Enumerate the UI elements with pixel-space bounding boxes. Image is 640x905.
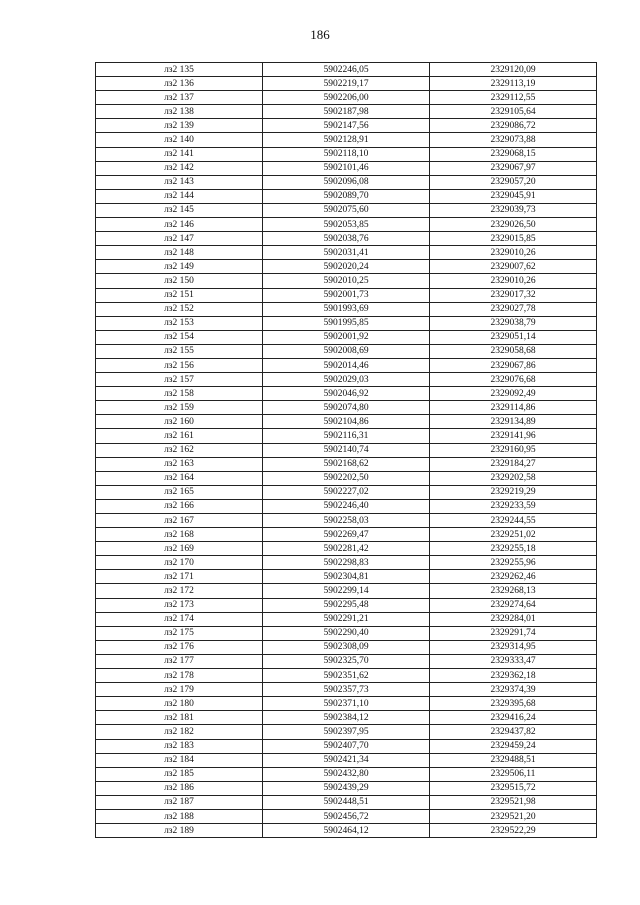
x-coordinate-cell: 5902101,46 (263, 161, 430, 175)
x-coordinate-cell: 5902308,09 (263, 640, 430, 654)
y-coordinate-cell: 2329374,39 (430, 683, 597, 697)
x-coordinate-cell: 5902104,86 (263, 415, 430, 429)
table-row (96, 218, 597, 232)
y-coordinate-cell: 2329010,26 (430, 246, 597, 260)
y-coordinate-cell: 2329488,51 (430, 753, 597, 767)
y-coordinate-cell: 2329113,19 (430, 77, 597, 91)
table-row (96, 401, 597, 415)
x-coordinate-cell: 5902020,24 (263, 260, 430, 274)
point-id-cell: лз2 182 (96, 725, 263, 739)
x-coordinate-cell: 5902008,69 (263, 344, 430, 358)
y-coordinate-cell: 2329026,50 (430, 218, 597, 232)
point-id-cell: лз2 142 (96, 161, 263, 175)
y-coordinate-cell: 2329051,14 (430, 330, 597, 344)
point-id-cell: лз2 173 (96, 598, 263, 612)
y-coordinate-cell: 2329262,46 (430, 570, 597, 584)
point-id-cell: лз2 180 (96, 697, 263, 711)
table-row (96, 443, 597, 457)
x-coordinate-cell: 5902421,34 (263, 753, 430, 767)
x-coordinate-cell: 5902456,72 (263, 809, 430, 823)
table-row (96, 344, 597, 358)
y-coordinate-cell: 2329219,29 (430, 485, 597, 499)
table-row (96, 570, 597, 584)
table-row (96, 77, 597, 91)
table-row (96, 499, 597, 513)
x-coordinate-cell: 5902140,74 (263, 443, 430, 457)
point-id-cell: лз2 147 (96, 232, 263, 246)
point-id-cell: лз2 140 (96, 133, 263, 147)
x-coordinate-cell: 5902116,31 (263, 429, 430, 443)
y-coordinate-cell: 2329255,96 (430, 556, 597, 570)
y-coordinate-cell: 2329141,96 (430, 429, 597, 443)
x-coordinate-cell: 5902010,25 (263, 274, 430, 288)
point-id-cell: лз2 156 (96, 358, 263, 372)
point-id-cell: лз2 164 (96, 471, 263, 485)
table-row (96, 203, 597, 217)
y-coordinate-cell: 2329112,55 (430, 91, 597, 105)
table-row (96, 824, 597, 838)
point-id-cell: лз2 179 (96, 683, 263, 697)
y-coordinate-cell: 2329459,24 (430, 739, 597, 753)
y-coordinate-cell: 2329017,32 (430, 288, 597, 302)
point-id-cell: лз2 166 (96, 499, 263, 513)
x-coordinate-cell: 5902074,80 (263, 401, 430, 415)
point-id-cell: лз2 188 (96, 809, 263, 823)
x-coordinate-cell: 5902397,95 (263, 725, 430, 739)
x-coordinate-cell: 5902295,48 (263, 598, 430, 612)
table-row (96, 302, 597, 316)
y-coordinate-cell: 2329067,97 (430, 161, 597, 175)
x-coordinate-cell: 5902089,70 (263, 189, 430, 203)
table-row (96, 63, 597, 77)
y-coordinate-cell: 2329067,86 (430, 358, 597, 372)
point-id-cell: лз2 135 (96, 63, 263, 77)
point-id-cell: лз2 150 (96, 274, 263, 288)
point-id-cell: лз2 149 (96, 260, 263, 274)
table-row (96, 133, 597, 147)
table-row (96, 781, 597, 795)
y-coordinate-cell: 2329506,11 (430, 767, 597, 781)
y-coordinate-cell: 2329437,82 (430, 725, 597, 739)
x-coordinate-cell: 5902075,60 (263, 203, 430, 217)
y-coordinate-cell: 2329333,47 (430, 654, 597, 668)
y-coordinate-cell: 2329058,68 (430, 344, 597, 358)
table-row (96, 669, 597, 683)
y-coordinate-cell: 2329015,85 (430, 232, 597, 246)
x-coordinate-cell: 5902325,70 (263, 654, 430, 668)
table-row (96, 683, 597, 697)
x-coordinate-cell: 5902448,51 (263, 795, 430, 809)
y-coordinate-cell: 2329160,95 (430, 443, 597, 457)
point-id-cell: лз2 174 (96, 612, 263, 626)
point-id-cell: лз2 157 (96, 373, 263, 387)
table-row (96, 542, 597, 556)
point-id-cell: лз2 186 (96, 781, 263, 795)
table-row (96, 260, 597, 274)
point-id-cell: лз2 170 (96, 556, 263, 570)
table-row (96, 246, 597, 260)
table-row (96, 753, 597, 767)
table-row (96, 697, 597, 711)
x-coordinate-cell: 5901995,85 (263, 316, 430, 330)
x-coordinate-cell: 5901993,69 (263, 302, 430, 316)
table-row (96, 387, 597, 401)
x-coordinate-cell: 5902281,42 (263, 542, 430, 556)
point-id-cell: лз2 175 (96, 626, 263, 640)
point-id-cell: лз2 176 (96, 640, 263, 654)
point-id-cell: лз2 181 (96, 711, 263, 725)
x-coordinate-cell: 5902384,12 (263, 711, 430, 725)
y-coordinate-cell: 2329515,72 (430, 781, 597, 795)
point-id-cell: лз2 168 (96, 528, 263, 542)
y-coordinate-cell: 2329284,01 (430, 612, 597, 626)
y-coordinate-cell: 2329202,58 (430, 471, 597, 485)
x-coordinate-cell: 5902187,98 (263, 105, 430, 119)
point-id-cell: лз2 155 (96, 344, 263, 358)
x-coordinate-cell: 5902371,10 (263, 697, 430, 711)
table-row (96, 767, 597, 781)
table-row (96, 485, 597, 499)
point-id-cell: лз2 162 (96, 443, 263, 457)
table-row (96, 373, 597, 387)
point-id-cell: лз2 160 (96, 415, 263, 429)
y-coordinate-cell: 2329244,55 (430, 514, 597, 528)
table-row (96, 119, 597, 133)
y-coordinate-cell: 2329073,88 (430, 133, 597, 147)
table-row (96, 471, 597, 485)
point-id-cell: лз2 143 (96, 175, 263, 189)
point-id-cell: лз2 178 (96, 669, 263, 683)
x-coordinate-cell: 5902053,85 (263, 218, 430, 232)
point-id-cell: лз2 152 (96, 302, 263, 316)
point-id-cell: лз2 154 (96, 330, 263, 344)
x-coordinate-cell: 5902299,14 (263, 584, 430, 598)
y-coordinate-cell: 2329314,95 (430, 640, 597, 654)
table-row (96, 626, 597, 640)
point-id-cell: лз2 177 (96, 654, 263, 668)
table-row (96, 640, 597, 654)
y-coordinate-cell: 2329521,98 (430, 795, 597, 809)
y-coordinate-cell: 2329027,78 (430, 302, 597, 316)
y-coordinate-cell: 2329086,72 (430, 119, 597, 133)
x-coordinate-cell: 5902298,83 (263, 556, 430, 570)
y-coordinate-cell: 2329362,18 (430, 669, 597, 683)
table-row (96, 91, 597, 105)
table-row (96, 795, 597, 809)
x-coordinate-cell: 5902258,03 (263, 514, 430, 528)
x-coordinate-cell: 5902206,00 (263, 91, 430, 105)
y-coordinate-cell: 2329291,74 (430, 626, 597, 640)
y-coordinate-cell: 2329092,49 (430, 387, 597, 401)
y-coordinate-cell: 2329007,62 (430, 260, 597, 274)
x-coordinate-cell: 5902202,50 (263, 471, 430, 485)
x-coordinate-cell: 5902357,73 (263, 683, 430, 697)
point-id-cell: лз2 151 (96, 288, 263, 302)
table-row (96, 161, 597, 175)
table-row (96, 739, 597, 753)
y-coordinate-cell: 2329120,09 (430, 63, 597, 77)
y-coordinate-cell: 2329039,73 (430, 203, 597, 217)
table-row (96, 274, 597, 288)
point-id-cell: лз2 145 (96, 203, 263, 217)
point-id-cell: лз2 184 (96, 753, 263, 767)
x-coordinate-cell: 5902038,76 (263, 232, 430, 246)
table-row (96, 358, 597, 372)
y-coordinate-cell: 2329038,79 (430, 316, 597, 330)
table-row (96, 711, 597, 725)
table-row (96, 725, 597, 739)
x-coordinate-cell: 5902269,47 (263, 528, 430, 542)
y-coordinate-cell: 2329068,15 (430, 147, 597, 161)
x-coordinate-cell: 5902001,92 (263, 330, 430, 344)
point-id-cell: лз2 159 (96, 401, 263, 415)
coordinates-table-body (96, 63, 597, 838)
point-id-cell: лз2 141 (96, 147, 263, 161)
x-coordinate-cell: 5902246,05 (263, 63, 430, 77)
table-row (96, 654, 597, 668)
x-coordinate-cell: 5902439,29 (263, 781, 430, 795)
table-row (96, 415, 597, 429)
table-row (96, 528, 597, 542)
y-coordinate-cell: 2329184,27 (430, 457, 597, 471)
point-id-cell: лз2 167 (96, 514, 263, 528)
y-coordinate-cell: 2329521,20 (430, 809, 597, 823)
point-id-cell: лз2 169 (96, 542, 263, 556)
y-coordinate-cell: 2329416,24 (430, 711, 597, 725)
x-coordinate-cell: 5902046,92 (263, 387, 430, 401)
point-id-cell: лз2 137 (96, 91, 263, 105)
table-row (96, 556, 597, 570)
y-coordinate-cell: 2329010,26 (430, 274, 597, 288)
x-coordinate-cell: 5902291,21 (263, 612, 430, 626)
table-row (96, 316, 597, 330)
table-row (96, 105, 597, 119)
x-coordinate-cell: 5902432,80 (263, 767, 430, 781)
y-coordinate-cell: 2329251,02 (430, 528, 597, 542)
x-coordinate-cell: 5902031,41 (263, 246, 430, 260)
y-coordinate-cell: 2329274,64 (430, 598, 597, 612)
y-coordinate-cell: 2329255,18 (430, 542, 597, 556)
y-coordinate-cell: 2329233,59 (430, 499, 597, 513)
point-id-cell: лз2 158 (96, 387, 263, 401)
x-coordinate-cell: 5902351,62 (263, 669, 430, 683)
y-coordinate-cell: 2329114,86 (430, 401, 597, 415)
x-coordinate-cell: 5902128,91 (263, 133, 430, 147)
table-row (96, 147, 597, 161)
point-id-cell: лз2 172 (96, 584, 263, 598)
point-id-cell: лз2 136 (96, 77, 263, 91)
x-coordinate-cell: 5902118,10 (263, 147, 430, 161)
point-id-cell: лз2 189 (96, 824, 263, 838)
point-id-cell: лз2 139 (96, 119, 263, 133)
table-row (96, 584, 597, 598)
point-id-cell: лз2 171 (96, 570, 263, 584)
table-row (96, 175, 597, 189)
y-coordinate-cell: 2329057,20 (430, 175, 597, 189)
point-id-cell: лз2 183 (96, 739, 263, 753)
x-coordinate-cell: 5902246,40 (263, 499, 430, 513)
x-coordinate-cell: 5902029,03 (263, 373, 430, 387)
point-id-cell: лз2 146 (96, 218, 263, 232)
x-coordinate-cell: 5902147,56 (263, 119, 430, 133)
table-row (96, 232, 597, 246)
point-id-cell: лз2 138 (96, 105, 263, 119)
y-coordinate-cell: 2329105,64 (430, 105, 597, 119)
x-coordinate-cell: 5902464,12 (263, 824, 430, 838)
x-coordinate-cell: 5902096,08 (263, 175, 430, 189)
table-row (96, 457, 597, 471)
x-coordinate-cell: 5902168,62 (263, 457, 430, 471)
x-coordinate-cell: 5902227,02 (263, 485, 430, 499)
y-coordinate-cell: 2329076,68 (430, 373, 597, 387)
x-coordinate-cell: 5902290,40 (263, 626, 430, 640)
point-id-cell: лз2 165 (96, 485, 263, 499)
table-row (96, 809, 597, 823)
y-coordinate-cell: 2329395,68 (430, 697, 597, 711)
point-id-cell: лз2 144 (96, 189, 263, 203)
point-id-cell: лз2 153 (96, 316, 263, 330)
table-row (96, 288, 597, 302)
table-row (96, 330, 597, 344)
point-id-cell: лз2 185 (96, 767, 263, 781)
y-coordinate-cell: 2329134,89 (430, 415, 597, 429)
table-row (96, 189, 597, 203)
x-coordinate-cell: 5902407,70 (263, 739, 430, 753)
point-id-cell: лз2 163 (96, 457, 263, 471)
point-id-cell: лз2 148 (96, 246, 263, 260)
y-coordinate-cell: 2329045,91 (430, 189, 597, 203)
x-coordinate-cell: 5902219,17 (263, 77, 430, 91)
coordinates-table (95, 62, 597, 838)
table-row (96, 429, 597, 443)
table-row (96, 514, 597, 528)
x-coordinate-cell: 5902001,73 (263, 288, 430, 302)
page-number: 186 (310, 27, 330, 42)
y-coordinate-cell: 2329522,29 (430, 824, 597, 838)
y-coordinate-cell: 2329268,13 (430, 584, 597, 598)
table-row (96, 598, 597, 612)
x-coordinate-cell: 5902304,81 (263, 570, 430, 584)
point-id-cell: лз2 161 (96, 429, 263, 443)
point-id-cell: лз2 187 (96, 795, 263, 809)
table-row (96, 612, 597, 626)
x-coordinate-cell: 5902014,46 (263, 358, 430, 372)
